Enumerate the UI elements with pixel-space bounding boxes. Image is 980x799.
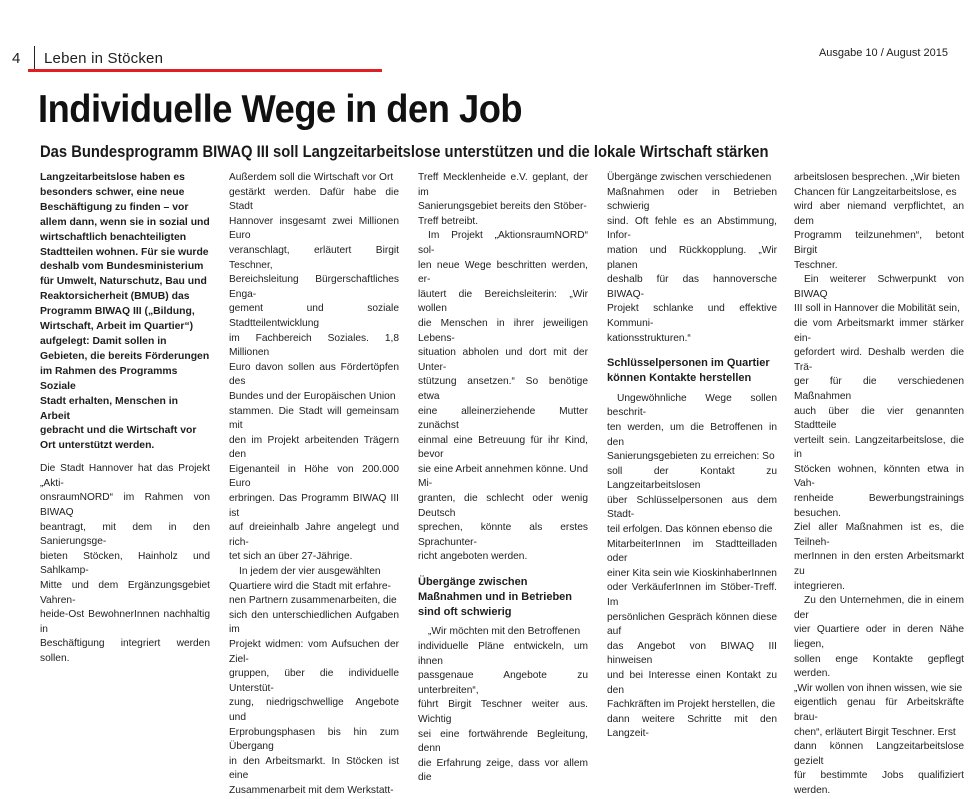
paragraph: Ein weiterer Schwerpunkt von BIWAQ III soll in Hannover die Mobilität sein, die vom Arbeitsmarkt immer stärker ein- gefordert wird. Deshalb werden die Trä- ger für die verschiedenen Maßnahmen auch über die vier genannten Stadtteile verteilt sein. Langzeitarbeitslose, die in Stöcken wohnen, könnten etwa in Vah- renheide Bewerbungstrainings besuchen. Ziel aller Maßnahmen ist es, die Teilneh- merInnen in den ersten Arbeitsmarkt zu integrieren. [794,274,964,592]
subheading: Übergänge zwischen Maßnahmen und in Betrieben sind oft schwierig [418,576,573,618]
section-title: Leben in Stöcken [44,50,164,67]
column-2 [229,171,399,799]
column-5 [794,171,964,799]
paragraph: arbeitslosen besprechen. „Wir bieten Chancen für Langzeitarbeitslose, es wird aber niemand verpflichtet, an dem Programm teilzunehmen“, betont Birgit Teschner. [794,172,964,271]
subheading: Schlüsselpersonen im Quartier können Kontakte herstellen [607,357,770,384]
article-title: Individuelle Wege in den Job [38,88,523,131]
article-body [40,171,964,796]
paragraph: Übergänge zwischen verschiedenen Maßnahmen oder in Betrieben schwierig sind. Oft fehle es an Abstimmung, Infor- mation und Rückkopplung. „Wir planen deshalb für das hannoversche BIWAQ- Projekt schlanke und effektive Kommuni- kationsstrukturen.“ [607,172,777,344]
paragraph: „Wir möchten mit den Betroffenen individuelle Pläne entwickeln, um ihnen passgenaue Angebote zu unterbreiten“, führt Birgit Teschner weiter aus. Wichtig sei eine fortwährende Begleitung, denn die Erfahrung zeige, dass vor allem die [418,626,588,784]
paragraph: Treff Mecklenheide e.V. geplant, der im Sanierungsgebiet bereits den Stöber- Treff betreibt. [418,172,588,227]
article-subtitle: Das Bundesprogramm BIWAQ III soll Langzeitarbeitslose unterstützen und die lokale Wirtschaft stärken [40,143,769,161]
column-3 [418,171,588,786]
article-lead: Langzeitarbeitslose haben es besonders schwer, eine neue Beschäftigung zu finden – vor allem dann, wenn sie in sozial und wirtschaftlich benachteiligten Stadtteilen wohnen. Für sie wurde deshalb vom Bundesministerium für Umwelt, Naturschutz, Bau und Reaktorsicherheit (BMUB) das Programm BIWAQ III („Bildung, Wirtschaft, Arbeit im Quartier“) aufgelegt: Damit sollen in Gebieten, die bereits Förderungen im Rahmen des Programms Soziale Stadt erhalten, Menschen in Arbeit gebracht und die Wirtschaft vor Ort unterstützt werden. [40,172,210,452]
column-4 [607,171,777,742]
paragraph: In jedem der vier ausgewählten Quartiere wird die Stadt mit erfahre- nen Partnern zusammenarbeiten, die sich den unterschiedlichen Aufgaben im Projekt widmen: vom Aufsuchen der Ziel- gruppen, über die individuelle Unterstüt- zung, niedrigschwellige Angebote und Erprobungsphasen bis hin zum Übergang in den Arbeitsmarkt. In Stöcken ist eine Zusammenarbeit mit dem Werkstatt- [229,566,399,796]
paragraph: Die Stadt Hannover hat das Projekt „Akti- onsraumNORD“ im Rahmen von BIWAQ beantragt, mit dem in den Sanierungsge- bieten Stöcken, Hainholz und Sahlkamp- Mitte und dem Ergänzungsgebiet Vahren- heide-Ost BewohnerInnen nachhaltig in Beschäftigung integriert werden sollen. [40,463,210,664]
issue-label: Ausgabe 10 / August 2015 [818,47,948,59]
page-number: 4 [12,50,21,67]
page-header [0,0,980,80]
section-underline [28,69,382,72]
paragraph: Im Projekt „AktionsraumNORD“ sol- len neue Wege beschritten werden, er- läutert die Bereichsleiterin: „Wir wollen die Menschen in ihrer jeweiligen Lebens- situation abholen und dort mit der Unter- stützung ansetzen.“ So benötige etwa eine alleinerziehende Mutter zunächst einmal eine Betreuung für ihr Kind, bevor sie eine Arbeit annehmen könne. Und Mi- granten, die schlecht oder wenig Deutsch sprechen, könnte als erstes Sprachunter- richt angeboten werden. [418,230,588,563]
paragraph: Zu den Unternehmen, die in einem der vier Quartiere oder in deren Nähe liegen, sollen enge Kontakte gepflegt werden. „Wir wollen von ihnen wissen, wie sie eigentlich genau für Arbeitskräfte brau- chen“, erläutert Birgit Teschner. Erst dann können Langzeitarbeitslose gezielt für bestimmte Jobs qualifiziert werden. [794,595,964,796]
column-1 [40,171,210,667]
paragraph: Ungewöhnliche Wege sollen beschrit- ten werden, um die Betroffenen in den Sanierungsgebieten zu erreichen: So soll der Kontakt zu Langzeitarbeitslosen über Schlüsselpersonen aus dem Stadt- teil erfolgen. Das können ebenso die MitarbeiterInnen im Stadtteilladen oder einer Kita sein wie KioskinhaberInnen oder VerkäuferInnen im Stöber-Treff. Im persönlichen Gespräch können diese auf das Angebot von BIWAQ III hinweisen und bei Interesse einen Kontakt zu den Fachkräften im Projekt herstellen, die dann weitere Schritte mit den Langzeit- [607,392,777,740]
paragraph: Außerdem soll die Wirtschaft vor Ort gestärkt werden. Dafür habe die Stadt Hannover insgesamt zwei Millionen Euro veranschlagt, erläutert Birgit Teschner, Bereichsleitung Bürgerschaftliches Enga- gement und soziale Stadtteilentwicklung im Fachbereich Soziales. 1,8 Millionen Euro davon sollen aus Fördertöpfen des Bundes und der Europäischen Union stammen. Die Stadt will gemeinsam mit den im Projekt arbeitenden Trägern den Eigenanteil in Höhe von 200.000 Euro erbringen. Das Programm BIWAQ III ist auf dreieinhalb Jahre angelegt und rich- tet sich an über 27-Jährige. [229,172,399,563]
